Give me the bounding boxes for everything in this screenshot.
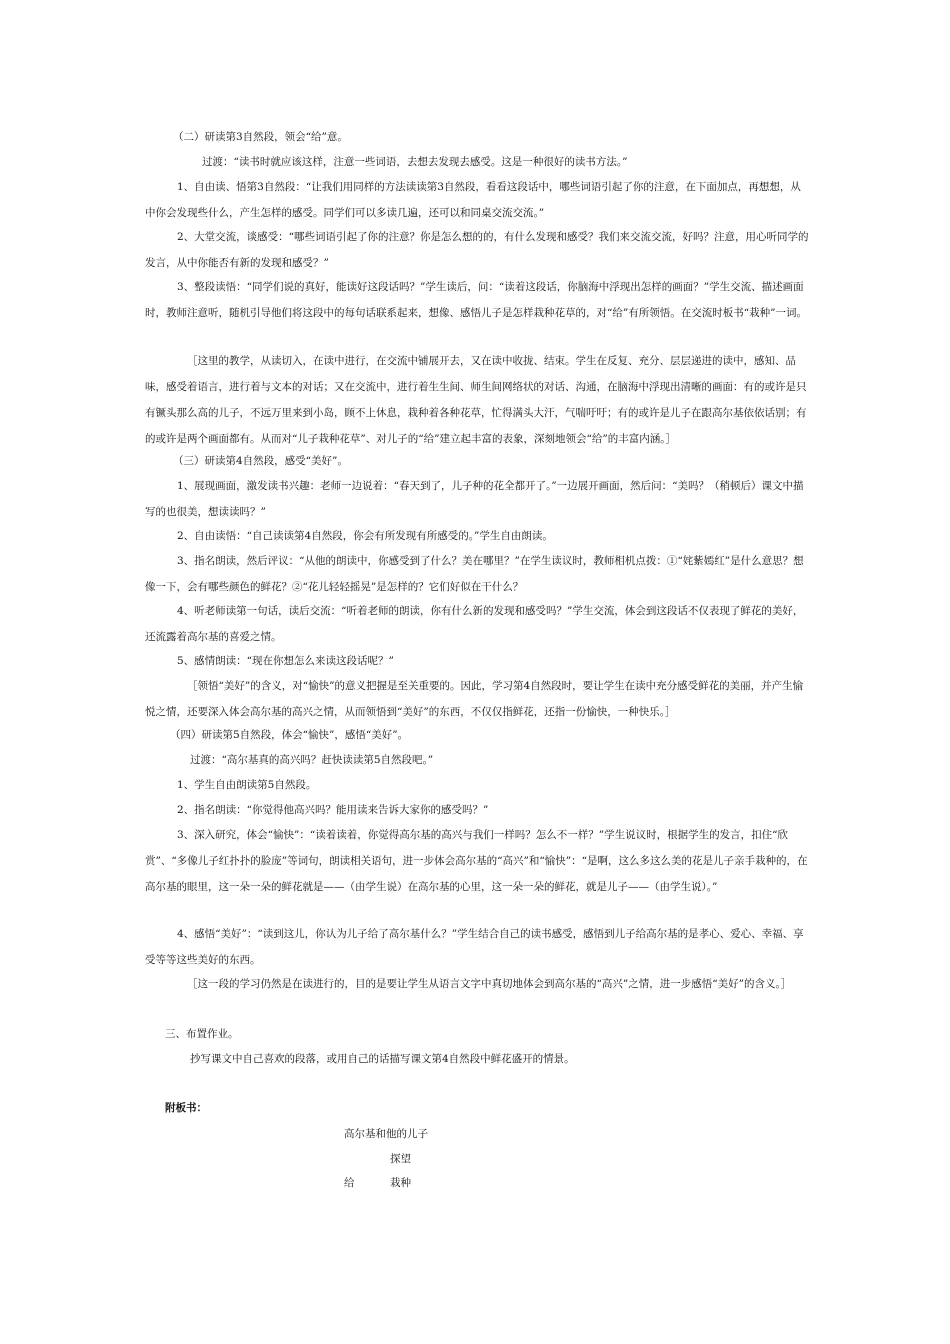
paragraph-4-2: 2、指名朗读：“你觉得他高兴吗？能用读来告诉大家你的感受吗？” [177,804,489,816]
board-word-give: 给 [344,1177,355,1189]
paragraph-2-1: 1、自由读、悟第3自然段：“让我们用同样的方法读读第3自然段，看看这段话中，哪些词语引起了你的注意，在下面加点，再想想，从中你会发现些什么，产生怎样的感受。同学们可以多读几遍，还可以和同桌交流交流。” [145,181,801,219]
paragraph-3-5: 5、感情朗读：“现在你想怎么来读这段话呢？” [177,655,394,667]
section-heading-assignment: 三、布置作业。 [165,1028,239,1040]
board-word-plant: 栽种 [390,1177,411,1189]
board-title: 高尔基和他的儿子 [344,1128,428,1140]
section-heading-3: （三）研读第4自然段，感受“美好”。 [173,455,348,467]
board-word-visit: 探望 [390,1153,411,1165]
paragraph-transition-1: 过渡：“读书时就应该这样，注意一些词语，去想去发现去感受。这是一种很好的读书方法。” [202,156,628,168]
paragraph-2-2: 2、大堂交流，谈感受：“哪些词语引起了你的注意？你是怎么想的的，有什么发现和感受？我们来交流交流，好吗？注意，用心听同学的发言，从中你能否有新的发现和感受？” [145,231,809,269]
section-heading-4: （四）研读第5自然段，体会“愉快”，感悟“美好”。 [170,729,409,741]
paragraph-3-4: 4、听老师读第一句话，读后交流：“听着老师的朗读，你有什么新的发现和感受吗？”学生交流，体会到这段话不仅表现了鲜花的美好，还流露着高尔基的喜爱之情。 [145,605,804,643]
paragraph-4-3: 3、深入研究，体会“愉快”：“读着读着，你觉得高尔基的高兴与我们一样吗？怎么不一样？”学生说议时，根据学生的发言，扣住“欣赏”、“多像儿子红扑扑的脸庞”等词句，朗读相关语句，进一步体会高尔基的“高兴”和“愉快”：“是啊，这么多这么美的花是儿子亲手栽种的，在高尔基的眼里，这一朵一朵的鲜花就是——（由学生说）在高尔基的心里，这一朵一朵的鲜花，就是儿子——（由学生说）。” [145,829,808,893]
paragraph-3-1: 1、展现画面，激发读书兴趣：老师一边说着：“春天到了，儿子种的花全都开了。”一边展开画面，然后问：“美吗？（稍顿后）课文中描写的也很美，想读读吗？” [145,480,804,518]
paragraph-3-2: 2、自由读悟：“自己读读第4自然段，你会有所发现有所感受的。”学生自由朗读。 [177,530,553,542]
paragraph-commentary-3: ［这一段的学习仍然是在读进行的，目的是要让学生从语言文字中真切地体会到高尔基的“高兴”之情，进一步感悟“美好”的含义。］ [187,978,792,990]
paragraph-commentary-1: ［这里的教学，从读切入，在读中进行，在交流中铺展开去，又在读中收拢、结束。学生在反复、充分、层层递进的读中，感知、品味，感受着语言，进行着与文本的对话；又在交流中，进行着生生间、师生间网络状的对话、沟通，在脑海中浮现出清晰的画面：有的或许是只有镢头那么高的儿子，不远万里来到小岛，顾不上休息，栽种着各种花草，忙得满头大汗，气喘吁吁；有的或许是儿子在跟高尔基依依话别；有的或许是两个画面都有。从而对“儿子栽种花草”、对儿子的“给”建立起丰富的表象，深刻地领会“给”的丰富内涵。］ [145,355,807,445]
board-heading: 附板书： [165,1102,207,1114]
paragraph-4-4: 4、感悟“美好”：“读到这儿，你认为儿子给了高尔基什么？”学生结合自己的读书感受，感悟到儿子给高尔基的是孝心、爱心、幸福、享受等等这些美好的东西。 [145,928,804,966]
paragraph-3-3: 3、指名朗读，然后评议：“从他的朗读中，你感受到了什么？美在哪里？”在学生读议时，教师相机点拨：①“姹紫嫣红”是什么意思？想像一下，会有哪些颜色的鲜花？②“花儿轻轻摇晃”是怎样的？它们好似在干什么？ [145,555,804,593]
paragraph-4-1: 1、学生自由朗读第5自然段。 [177,779,317,791]
section-heading-2: （二）研读第3自然段，领会“给”意。 [173,131,348,143]
paragraph-transition-2: 过渡：“高尔基真的高兴吗？赶快读读第5自然段吧。” [190,754,434,766]
paragraph-assignment: 抄写课文中自己喜欢的段落，或用自己的话描写课文第4自然段中鲜花盛开的情景。 [190,1053,575,1065]
paragraph-2-3: 3、整段读悟：“同学们说的真好，能读好这段话吗？”学生读后，问：“读着这段话，你脑海中浮现出怎样的画面？”学生交流、描述画面时，教师注意听，随机引导他们将这段中的每句话联系起来，想像、感悟儿子是怎样栽种花草的，对“给”有所领悟。在交流时板书“栽种”一词。 [145,281,807,319]
paragraph-commentary-2: ［领悟“美好”的含义，对“愉快”的意义把握是至关重要的。因此，学习第4自然段时，要让学生在读中充分感受鲜花的美丽，并产生愉悦之情，还要深入体会高尔基的高兴之情，从而领悟到“美好”的东西，不仅仅指鲜花，还指一份愉快，一种快乐。］ [145,680,804,718]
